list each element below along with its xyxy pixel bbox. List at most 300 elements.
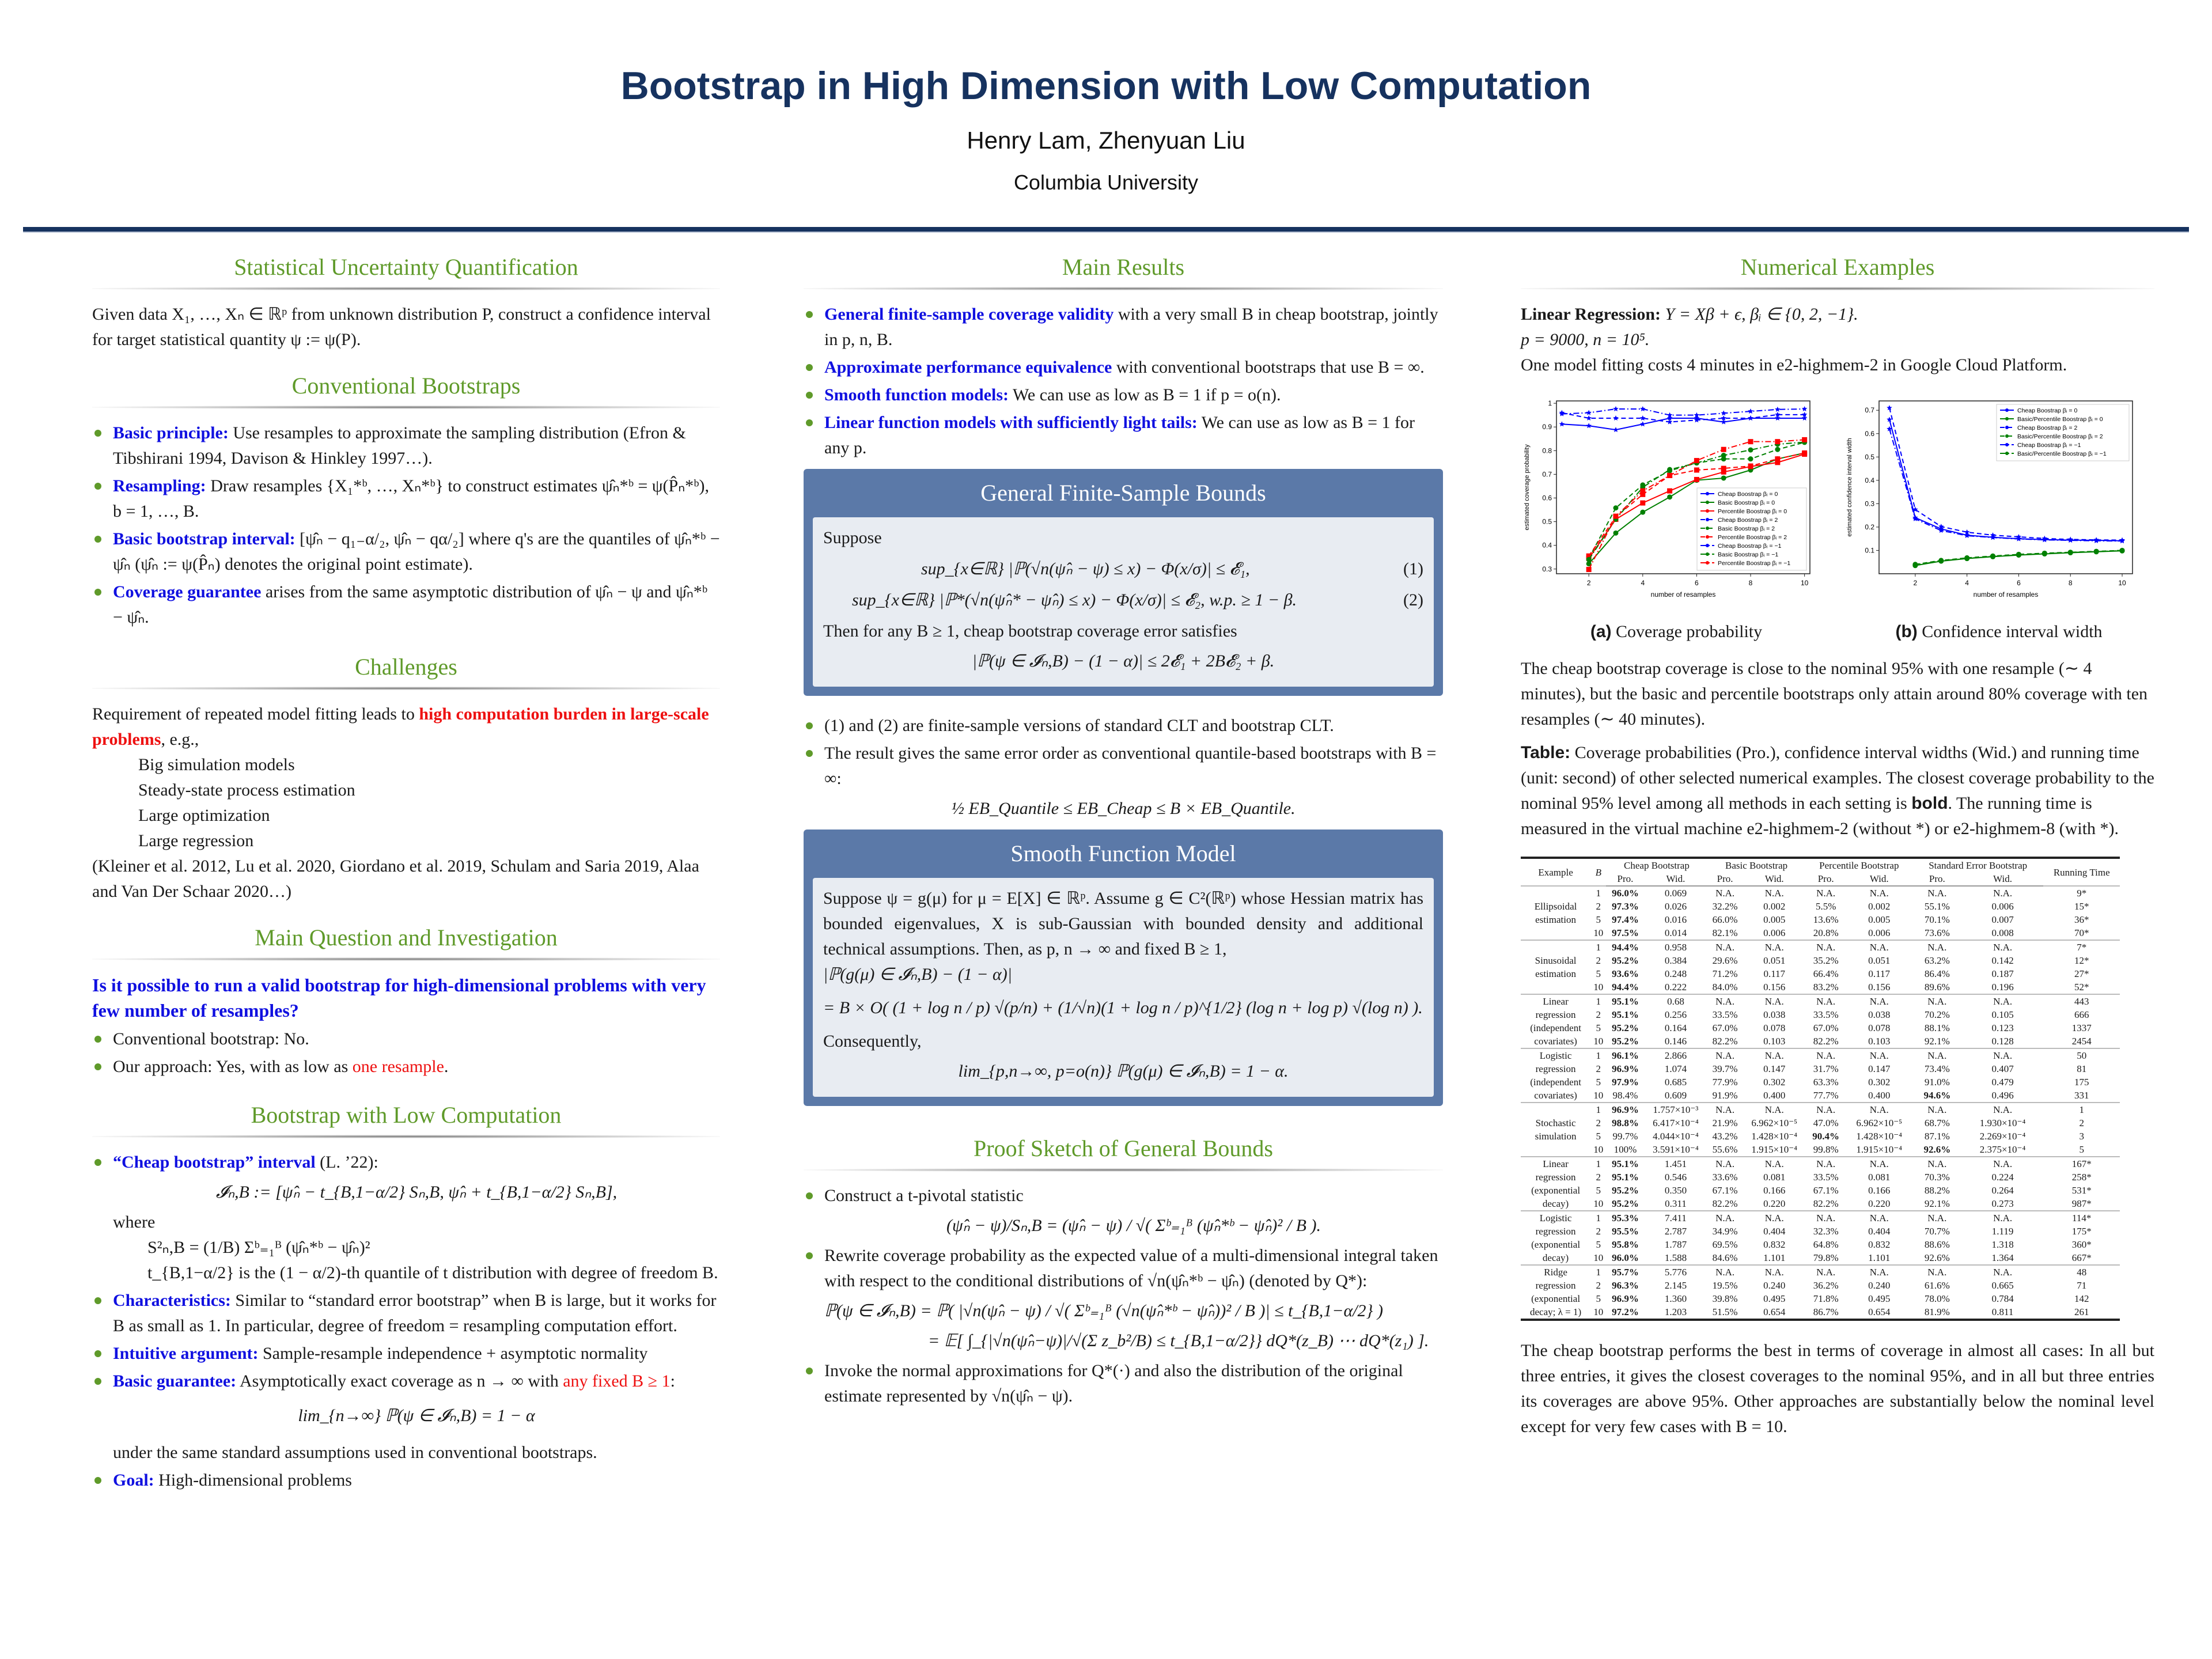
cell-example: estimation bbox=[1535, 968, 1576, 979]
list-item bbox=[804, 1243, 1443, 1354]
item-text: Use resamples to approximate the sampling distribution (Efron & Tibshirani 1994, Davison & Hinkley 1997…). bbox=[113, 423, 686, 468]
table-cell: 95.8% bbox=[1612, 1239, 1639, 1250]
table-cell: 20.8% bbox=[1813, 927, 1839, 938]
table-cell: 0.400 bbox=[1763, 1090, 1786, 1101]
poster-authors: Henry Lam, Zhenyuan Liu bbox=[967, 127, 1245, 154]
data-point bbox=[1721, 453, 1726, 458]
table-row bbox=[1521, 1292, 2120, 1305]
table-cell: 1.930×10⁻⁴ bbox=[1979, 1118, 2026, 1128]
y-tick-label: 0.4 bbox=[1865, 476, 1874, 484]
item-text: Similar to “standard error bootstrap” when B is large, but it works for B as small as 1. In particular, degree of freedom = resampling computation effort. bbox=[113, 1291, 717, 1335]
column-left bbox=[92, 248, 720, 1495]
table-cell: 0.038 bbox=[1868, 1009, 1891, 1020]
poster-header bbox=[0, 0, 2212, 242]
cell-b: 1 bbox=[1590, 1103, 1606, 1116]
chart-coverage bbox=[1521, 391, 1832, 645]
cell-example: estimation bbox=[1535, 914, 1576, 925]
table-cell: 91.0% bbox=[1924, 1077, 1950, 1088]
table-cell: 67.1% bbox=[1712, 1185, 1738, 1196]
data-point bbox=[2094, 549, 2099, 554]
table-cell: N.A. bbox=[1962, 1211, 2044, 1225]
cell-b: 2 bbox=[1596, 1280, 1601, 1291]
legend-label: Cheap Boostrap βᵢ = −1 bbox=[2017, 442, 2081, 449]
col-header-se: Standard Error Bootstrap bbox=[1912, 858, 2044, 872]
list-item bbox=[92, 1369, 720, 1465]
table-cell: 91.9% bbox=[1712, 1090, 1738, 1101]
table-cell: 66.0% bbox=[1712, 914, 1738, 925]
cell-running-time: 9* bbox=[2043, 886, 2120, 900]
table-cell: 0.273 bbox=[1991, 1198, 2014, 1209]
cell-running-time: 1 bbox=[2043, 1103, 2120, 1116]
item-label: Resampling: bbox=[113, 476, 206, 495]
data-point bbox=[1748, 448, 1753, 453]
table-cell: 99.7% bbox=[1612, 1131, 1638, 1142]
x-tick-label: 10 bbox=[1800, 579, 1809, 587]
data-point bbox=[1964, 556, 1969, 561]
equation-text: sup_{x∈ℝ} |ℙ*(√n(ψ̂ₙ* − ψ̂ₙ) ≤ x) − Φ(x/σ)| ≤ 𝓔₂, w.p. ≥ 1 − β. bbox=[852, 590, 1297, 609]
y-tick-label: 0.5 bbox=[1542, 517, 1552, 526]
table-cell: 0.016 bbox=[1664, 914, 1687, 925]
table-cell: 0.051 bbox=[1763, 955, 1786, 966]
table-cell: 68.7% bbox=[1924, 1118, 1950, 1128]
legend-label: Cheap Boostrap βᵢ = 2 bbox=[2017, 425, 2078, 431]
y-tick-label: 0.8 bbox=[1542, 446, 1552, 455]
table-cell: N.A. bbox=[1707, 1265, 1743, 1279]
table-cell: 95.3% bbox=[1606, 1211, 1644, 1225]
bounds-box-body bbox=[813, 517, 1434, 687]
table-cell: 0.187 bbox=[1991, 968, 2014, 979]
table-cell: N.A. bbox=[1912, 1265, 1962, 1279]
cell-example: covariates) bbox=[1534, 1090, 1577, 1101]
cell-running-time: 2454 bbox=[2071, 1036, 2092, 1047]
table-row bbox=[1521, 1075, 2120, 1089]
cell-running-time: 48 bbox=[2043, 1265, 2120, 1279]
table-cell: N.A. bbox=[1707, 940, 1743, 954]
table-cell: 2.375×10⁻⁴ bbox=[1979, 1144, 2026, 1155]
table-cell: 33.6% bbox=[1712, 1172, 1738, 1183]
table-cell: 96.1% bbox=[1606, 1048, 1644, 1062]
table-cell: 0.311 bbox=[1665, 1198, 1687, 1209]
data-point bbox=[1640, 488, 1645, 494]
cell-b: 2 bbox=[1596, 1063, 1601, 1074]
table-row bbox=[1521, 967, 2120, 980]
table-cell: 39.8% bbox=[1712, 1293, 1738, 1304]
cell-running-time: 443 bbox=[2043, 994, 2120, 1008]
data-point bbox=[1721, 475, 1726, 480]
table-cell: 34.9% bbox=[1712, 1226, 1738, 1237]
table-cell: 0.302 bbox=[1763, 1077, 1786, 1088]
poster-affiliation: Columbia University bbox=[1013, 171, 1199, 194]
table-cell: 1.119 bbox=[1991, 1226, 2014, 1237]
table-cell: 0.350 bbox=[1664, 1185, 1687, 1196]
lr-cost: One model fitting costs 4 minutes in e2-highmem-2 in Google Cloud Platform. bbox=[1521, 355, 2067, 374]
legend-marker bbox=[1706, 518, 1709, 521]
highlight-text: high computation burden in large-scale problems bbox=[92, 704, 709, 749]
legend-label: Basic/Percentile Boostrap βᵢ = 0 bbox=[2017, 416, 2103, 423]
section-divider bbox=[92, 406, 720, 409]
conventional-list bbox=[92, 421, 720, 630]
table-cell: N.A. bbox=[1743, 994, 1806, 1008]
list-item bbox=[804, 382, 1443, 408]
table-cell: 31.7% bbox=[1813, 1063, 1839, 1074]
list-item bbox=[804, 410, 1443, 461]
table-cell: 95.2% bbox=[1612, 1185, 1639, 1196]
col-header-b: B bbox=[1590, 858, 1606, 886]
table-row bbox=[1521, 1225, 2120, 1238]
smooth-box-body bbox=[813, 878, 1434, 1097]
equation-1 bbox=[823, 556, 1423, 582]
data-point bbox=[1586, 557, 1592, 562]
y-axis-label: estimated coverage probability bbox=[1524, 444, 1531, 531]
table-cell: 0.164 bbox=[1664, 1022, 1687, 1033]
table-row bbox=[1521, 1211, 2120, 1225]
results-table-body bbox=[1521, 886, 2120, 1320]
data-point bbox=[1802, 450, 1807, 456]
cell-b: 10 bbox=[1593, 1090, 1604, 1101]
table-cell: 43.2% bbox=[1712, 1131, 1738, 1142]
cell-b: 5 bbox=[1596, 1293, 1601, 1304]
table-cell: N.A. bbox=[1962, 994, 2044, 1008]
table-cell: N.A. bbox=[1962, 1157, 2044, 1171]
table-cell: 0.256 bbox=[1664, 1009, 1687, 1020]
section-title-low-computation: Bootstrap with Low Computation bbox=[251, 1102, 562, 1128]
cell-b: 5 bbox=[1596, 1185, 1601, 1196]
item-text: Sample-resample independence + asymptotic normality bbox=[258, 1344, 648, 1363]
table-cell: 97.9% bbox=[1612, 1077, 1639, 1088]
table-cell: 0.078 bbox=[1868, 1022, 1891, 1033]
table-row bbox=[1521, 1008, 2120, 1021]
table-cell: 0.142 bbox=[1991, 955, 2014, 966]
caption-text: Confidence interval width bbox=[1922, 622, 2103, 641]
table-cell: 88.2% bbox=[1924, 1185, 1950, 1196]
cell-b: 5 bbox=[1596, 968, 1601, 979]
cell-b: 2 bbox=[1596, 955, 1601, 966]
table-cell: N.A. bbox=[1962, 1103, 2044, 1116]
table-cell: 95.2% bbox=[1612, 955, 1639, 966]
table-cell: 1.787 bbox=[1664, 1239, 1687, 1250]
legend-marker bbox=[1706, 492, 1709, 495]
table-cell: N.A. bbox=[1806, 940, 1846, 954]
cell-example bbox=[1521, 980, 1590, 994]
table-cell: 0.222 bbox=[1664, 982, 1687, 993]
data-point bbox=[1586, 567, 1592, 572]
legend-marker bbox=[1706, 527, 1709, 530]
text-span: Requirement of repeated model fitting leads to bbox=[92, 704, 419, 724]
caption-label: Table: bbox=[1521, 743, 1571, 762]
results-table bbox=[1521, 857, 2120, 1321]
cell-running-time: 531* bbox=[2071, 1185, 2092, 1196]
smooth-limit: lim_{p,n→∞, p=o(n)} ℙ(g(μ) ∈ 𝓘ₙ,B) = 1 − α. bbox=[958, 1062, 1289, 1081]
cell-b: 10 bbox=[1593, 982, 1604, 993]
coverage-equation-a: ℙ(ψ ∈ 𝓘ₙ,B) = ℙ( |√n(ψ̂ₙ − ψ) / √( Σᵇ₌₁ᴮ (√n(ψ̂ₙ*ᵇ − ψ̂ₙ))² / B )| ≤ t_{B,1−α/2} ) bbox=[824, 1301, 1384, 1320]
table-row bbox=[1521, 1171, 2120, 1184]
list-item bbox=[804, 1183, 1443, 1238]
cell-b: 1 bbox=[1590, 886, 1606, 900]
table-cell: N.A. bbox=[1806, 886, 1846, 900]
item-text: [ψ̂ₙ − q₁₋α/₂, ψ̂ₙ − qα/₂] where q's are the quantiles of ψ̂ₙ*ᵇ − ψ̂ₙ (ψ̂ₙ := ψ(P̂ₙ) denotes the original point estimate). bbox=[113, 529, 720, 574]
table-cell: N.A. bbox=[1846, 1103, 1912, 1116]
table-cell: 1.915×10⁻⁴ bbox=[1751, 1144, 1798, 1155]
item-text: with conventional bootstraps that use B = ∞. bbox=[1112, 358, 1425, 377]
table-cell: 0.081 bbox=[1868, 1172, 1891, 1183]
table-cell: 70.7% bbox=[1924, 1226, 1950, 1237]
cell-b: 5 bbox=[1596, 1131, 1601, 1142]
data-point bbox=[1613, 531, 1618, 536]
table-cell: N.A. bbox=[1743, 1211, 1806, 1225]
table-cell: 0.103 bbox=[1868, 1036, 1891, 1047]
table-row bbox=[1521, 1143, 2120, 1157]
legend-marker bbox=[1706, 501, 1709, 504]
legend-marker bbox=[2005, 408, 2009, 412]
cell-running-time: 667* bbox=[2071, 1252, 2092, 1263]
table-row bbox=[1521, 1265, 2120, 1279]
legend-label: Basic Boostrap βᵢ = −1 bbox=[1718, 551, 1779, 558]
table-cell: 0.147 bbox=[1868, 1063, 1891, 1074]
table-cell: N.A. bbox=[1743, 1048, 1806, 1062]
table-cell: 1.203 bbox=[1644, 1305, 1707, 1320]
cell-example: (exponential bbox=[1531, 1185, 1581, 1196]
table-row bbox=[1521, 1089, 2120, 1103]
chart-caption bbox=[1843, 619, 2154, 645]
notes-list bbox=[804, 713, 1443, 791]
smooth-box-title: Smooth Function Model bbox=[1010, 840, 1236, 866]
caption-text: Coverage probability bbox=[1616, 622, 1763, 641]
bounds-box bbox=[804, 469, 1443, 696]
table-row bbox=[1521, 1184, 2120, 1197]
bounds-box-title: General Finite-Sample Bounds bbox=[980, 480, 1266, 506]
section-title-numerical: Numerical Examples bbox=[1740, 254, 1935, 280]
table-cell: 39.7% bbox=[1712, 1063, 1738, 1074]
table-cell: 13.6% bbox=[1813, 914, 1839, 925]
table-cell: 0.006 bbox=[1763, 927, 1786, 938]
limit-equation: lim_{n→∞} ℙ(ψ ∈ 𝓘ₙ,B) = 1 − α bbox=[298, 1406, 535, 1425]
table-cell: 1.364 bbox=[1991, 1252, 2014, 1263]
section-title-proof: Proof Sketch of General Bounds bbox=[974, 1135, 1273, 1161]
table-cell: 98.4% bbox=[1612, 1090, 1638, 1101]
item-label: Coverage guarantee bbox=[113, 582, 262, 601]
cell-b: 10 bbox=[1593, 1252, 1604, 1263]
x-tick-label: 8 bbox=[2068, 579, 2073, 587]
table-cell: N.A. bbox=[1806, 994, 1846, 1008]
cell-running-time: 3 bbox=[2079, 1131, 2084, 1142]
cell-b: 10 bbox=[1590, 1305, 1606, 1320]
data-point bbox=[1775, 447, 1780, 452]
table-cell: N.A. bbox=[1846, 886, 1912, 900]
table-row bbox=[1521, 954, 2120, 967]
interval-equation: 𝓘ₙ,B := [ψ̂ₙ − t_{B,1−α/2} Sₙ,B, ψ̂ₙ + t_{B,1−α/2} Sₙ,B], bbox=[215, 1183, 618, 1202]
table-cell: 2.269×10⁻⁴ bbox=[1979, 1131, 2026, 1142]
cell-example: Stochastic bbox=[1535, 1118, 1576, 1128]
equation-text: sup_{x∈ℝ} |ℙ(√n(ψ̂ₙ − ψ) ≤ x) − Φ(x/σ)| ≤ 𝓔₁, bbox=[921, 559, 1250, 578]
x-tick-label: 4 bbox=[1965, 579, 1969, 587]
item-text: : bbox=[670, 1372, 675, 1391]
text-span: Our approach: Yes, with as low as bbox=[113, 1057, 353, 1076]
table-cell: 98.8% bbox=[1612, 1118, 1639, 1128]
table-cell: 0.005 bbox=[1763, 914, 1786, 925]
table-cell: 97.2% bbox=[1606, 1305, 1644, 1320]
section-title-conventional: Conventional Bootstraps bbox=[291, 373, 521, 399]
chart-caption bbox=[1521, 619, 1832, 645]
item-text: We can use as low as B = 1 for any p. bbox=[824, 413, 1415, 457]
table-row bbox=[1521, 1279, 2120, 1292]
y-tick-label: 0.6 bbox=[1865, 429, 1874, 438]
y-tick-label: 0.9 bbox=[1542, 423, 1552, 431]
legend-label: Percentile Boostrap βᵢ = −1 bbox=[1718, 560, 1791, 567]
table-cell: 1.915×10⁻⁴ bbox=[1856, 1144, 1903, 1155]
conclusion-text: The cheap bootstrap performs the best in terms of coverage in almost all cases: In all but three entries, it gives the closest coverages to the nominal 95%, and in all but three entries its coverages are above 95%. Other approaches are substantially below the nominal level except for very few cases with B = 10. bbox=[1521, 1341, 2154, 1436]
table-cell: 0.128 bbox=[1991, 1036, 2014, 1047]
table-cell: 0.117 bbox=[1763, 968, 1786, 979]
table-cell: 64.8% bbox=[1813, 1239, 1839, 1250]
table-cell: 0.654 bbox=[1846, 1305, 1912, 1320]
table-cell: 0.496 bbox=[1991, 1090, 2014, 1101]
table-cell: 94.4% bbox=[1612, 982, 1639, 993]
table-cell: 0.495 bbox=[1868, 1293, 1891, 1304]
cell-b: 2 bbox=[1596, 1226, 1601, 1237]
list-item bbox=[92, 1054, 720, 1080]
table-cell: 95.1% bbox=[1612, 1009, 1639, 1020]
cell-example bbox=[1521, 940, 1590, 954]
cell-b: 5 bbox=[1596, 1239, 1601, 1250]
text-span: . bbox=[444, 1057, 449, 1076]
cell-running-time: 2 bbox=[2079, 1118, 2084, 1128]
table-cell: 82.2% bbox=[1813, 1198, 1839, 1209]
bound-result: |ℙ(ψ ∈ 𝓘ₙ,B) − (1 − α)| ≤ 2𝓔₁ + 2B𝓔₂ + β. bbox=[972, 652, 1275, 671]
item-text: arises from the same asymptotic distribution of ψ̂ₙ − ψ and ψ̂ₙ*ᵇ − ψ̂ₙ. bbox=[113, 582, 708, 627]
table-cell: 97.5% bbox=[1612, 927, 1639, 938]
table-cell: 0.006 bbox=[1868, 927, 1891, 938]
table-cell: 95.1% bbox=[1606, 1157, 1644, 1171]
table-cell: N.A. bbox=[1743, 1103, 1806, 1116]
table-cell: N.A. bbox=[1743, 886, 1806, 900]
list-item bbox=[92, 1288, 720, 1339]
table-cell: 0.665 bbox=[1991, 1280, 2014, 1291]
cell-example: simulation bbox=[1535, 1131, 1577, 1142]
table-cell: 0.002 bbox=[1868, 901, 1891, 912]
item-text: High-dimensional problems bbox=[154, 1471, 352, 1490]
cell-running-time: 7* bbox=[2043, 940, 2120, 954]
table-cell: 92.1% bbox=[1924, 1036, 1950, 1047]
list-item bbox=[804, 355, 1443, 380]
cell-b: 1 bbox=[1590, 1211, 1606, 1225]
table-cell: 95.1% bbox=[1606, 994, 1644, 1008]
table-cell: 63.2% bbox=[1924, 955, 1950, 966]
cell-example: Ellipsoidal bbox=[1534, 901, 1577, 912]
table-cell: N.A. bbox=[1912, 940, 1962, 954]
table-cell: 0.400 bbox=[1868, 1090, 1891, 1101]
lr-equation: Y = Xβ + ϵ, βᵢ ∈ {0, 2, −1}. bbox=[1661, 305, 1858, 324]
sub-header: Wid. bbox=[1846, 872, 1912, 886]
table-cell: 95.7% bbox=[1606, 1265, 1644, 1279]
table-caption bbox=[1521, 740, 2154, 842]
table-cell: 33.5% bbox=[1813, 1009, 1839, 1020]
header-divider bbox=[23, 227, 2189, 233]
cell-b: 5 bbox=[1596, 1077, 1601, 1088]
table-cell: 88.6% bbox=[1924, 1239, 1950, 1250]
item-text: Draw resamples {X₁*ᵇ, …, Xₙ*ᵇ} to construct estimates ψ̂ₙ*ᵇ = ψ(P̂ₙ*ᵇ), b = 1, …, B. bbox=[113, 476, 709, 521]
table-cell: 67.1% bbox=[1813, 1185, 1839, 1196]
table-cell: 82.2% bbox=[1712, 1198, 1738, 1209]
table-row bbox=[1521, 1048, 2120, 1062]
table-cell: N.A. bbox=[1846, 1157, 1912, 1171]
table-cell: 0.014 bbox=[1664, 927, 1687, 938]
cell-running-time: 175 bbox=[2074, 1077, 2089, 1088]
table-cell: 96.3% bbox=[1612, 1280, 1639, 1291]
table-cell: 95.1% bbox=[1612, 1172, 1639, 1183]
table-row bbox=[1521, 900, 2120, 913]
x-axis-label: number of resamples bbox=[1973, 590, 2039, 599]
sub-header: Wid. bbox=[1644, 872, 1707, 886]
table-cell: 0.240 bbox=[1763, 1280, 1786, 1291]
data-point bbox=[1694, 477, 1699, 482]
table-cell: 0.384 bbox=[1664, 955, 1687, 966]
table-row bbox=[1521, 1021, 2120, 1035]
table-cell: 96.9% bbox=[1612, 1063, 1639, 1074]
cell-b: 2 bbox=[1596, 1009, 1601, 1020]
item-label: Goal: bbox=[113, 1471, 154, 1490]
table-cell: 0.069 bbox=[1644, 886, 1707, 900]
challenge-example: Large regression bbox=[138, 831, 254, 850]
table-cell: 69.5% bbox=[1712, 1239, 1738, 1250]
cell-example: Logistic bbox=[1521, 1048, 1590, 1062]
y-tick-label: 0.6 bbox=[1542, 494, 1552, 502]
table-cell: 0.685 bbox=[1664, 1077, 1687, 1088]
s-definition: S²ₙ,B = (1/B) Σᵇ₌₁ᴮ (ψ̂ₙ*ᵇ − ψ̂ₙ)² bbox=[147, 1238, 370, 1257]
table-cell: 61.6% bbox=[1924, 1280, 1950, 1291]
table-cell: 1.074 bbox=[1664, 1063, 1687, 1074]
legend-label: Basic/Percentile Boostrap βᵢ = −1 bbox=[2017, 450, 2107, 457]
y-tick-label: 0.4 bbox=[1542, 541, 1552, 550]
table-cell: 0.248 bbox=[1664, 968, 1687, 979]
table-cell: 0.002 bbox=[1763, 901, 1786, 912]
section-divider bbox=[804, 1168, 1443, 1172]
cell-running-time: 27* bbox=[2074, 968, 2089, 979]
table-cell: 89.6% bbox=[1924, 982, 1950, 993]
where-label: where bbox=[113, 1213, 156, 1232]
width-chart-svg bbox=[1843, 391, 2154, 609]
lr-setup bbox=[1521, 302, 2154, 327]
item-text: Construct a t-pivotal statistic bbox=[824, 1186, 1024, 1205]
cell-running-time: 1337 bbox=[2071, 1022, 2092, 1033]
y-tick-label: 1 bbox=[1548, 399, 1552, 408]
table-cell: 70.1% bbox=[1924, 914, 1950, 925]
item-label: Basic guarantee: bbox=[113, 1372, 237, 1391]
smooth-eq-rhs: = B × O( (1 + log n / p) √(p/n) + (1/√n)(1 + log n / p)^{1/2} (log n + log p) √(log n) ). bbox=[823, 998, 1423, 1017]
uq-text: Given data X₁, …, Xₙ ∈ ℝᵖ from unknown distribution P, construct a confidence interval for target statistical quantity ψ := ψ(P). bbox=[92, 305, 711, 349]
table-cell: 70.2% bbox=[1924, 1009, 1950, 1020]
cell-running-time: 666 bbox=[2074, 1009, 2089, 1020]
legend-marker bbox=[1706, 509, 1709, 513]
col-header-time: Running Time bbox=[2043, 858, 2120, 886]
chart-width bbox=[1843, 391, 2154, 645]
data-point bbox=[1667, 467, 1672, 472]
data-point bbox=[1721, 447, 1726, 452]
table-cell: 96.9% bbox=[1606, 1103, 1644, 1116]
data-point bbox=[1694, 458, 1699, 463]
caption-label: (b) bbox=[1895, 622, 1918, 641]
cell-b: 10 bbox=[1593, 1198, 1604, 1209]
table-cell: 0.156 bbox=[1868, 982, 1891, 993]
table-cell: 21.9% bbox=[1712, 1118, 1738, 1128]
section-divider bbox=[92, 287, 720, 290]
list-item: Conventional bootstrap: No. bbox=[92, 1027, 720, 1052]
table-cell: 0.479 bbox=[1991, 1077, 2014, 1088]
data-point bbox=[1613, 505, 1618, 510]
list-item: The result gives the same error order as conventional quantile-based bootstraps with B = ∞: bbox=[804, 741, 1443, 791]
cell-running-time: 114* bbox=[2043, 1211, 2120, 1225]
table-cell: 83.2% bbox=[1813, 982, 1839, 993]
lr-label: Linear Regression: bbox=[1521, 305, 1661, 324]
